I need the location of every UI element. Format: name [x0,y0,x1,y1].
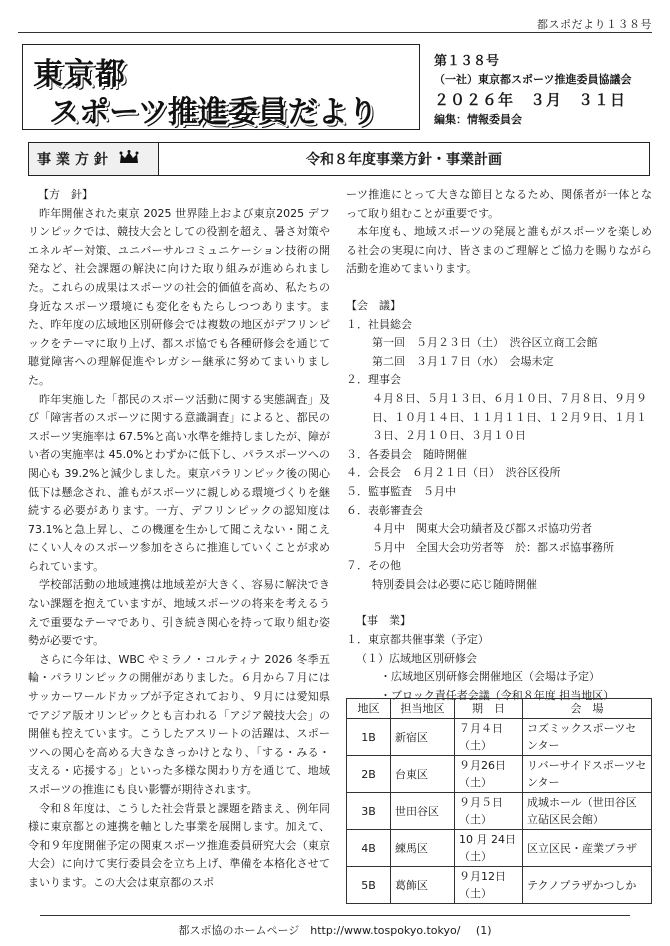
banner-title: 令和８年度事業方針・事業計画 [306,152,502,168]
text-line: 昨年実施した「都民のスポーツ活動に関する実態調査」及び「障害者のスポーツに関する意識調査」によると、都民のスポーツ実施率は 67.5%と高い水準を維持しましたが、障がい者の実施率は 45.0%とわずかに低下し、パラスポーツへの関心も 39.2%と減少しました。東京パラリンピック後の関心低下は懸念され、誰もがスポーツに親しめる環境づくりを継続する必要があります。一方、デフリンピックの認知度は 73.1%と急上昇し、この機運を生かして聞こえない・聞こえにくい人々のスポーツ参加をさらに推進していくことが求められています。 [28,392,330,573]
masthead [22,44,420,130]
text-line: ４．会長会 ６月２１日（日） 渋谷区役所 [346,466,561,480]
publisher-org: （一社）東京都スポーツ推進委員協議会 [434,73,632,86]
top-divider [18,32,652,33]
table-cell: ９月12日（土） [455,867,523,904]
spacer [346,594,652,612]
issue-number: 第１３８号 [434,54,500,69]
table-row [347,830,652,867]
spacer [346,279,652,297]
text-line: 第二回 ３月１７日（水） 会場未定 [372,354,554,368]
table-header-row [347,699,652,719]
table-cell: 葛飾区 [391,867,455,904]
text-line: １．東京都共催事業（予定） [346,633,489,647]
editor-credit: 編集：情報委員会 [434,113,522,126]
page-number: (1) [475,924,492,937]
table-cell: 1B [347,719,391,756]
text-line: ６．表彰審査会 [346,503,423,517]
text-line: 【事 業】 [356,614,411,628]
banner-label-box [29,143,159,175]
text-line: ５月中 全国大会功労者等 於：都スポ協事務所 [372,540,614,554]
issue-info [434,50,654,127]
issue-date: ２０２６年 ３月 ３１日 [434,91,627,109]
text-line: 特別委員会は必要に応じ随時開催 [372,577,537,591]
header-area: 担当地区 [391,699,455,719]
masthead-title-line1: 東京都 [33,57,126,92]
table-row [347,719,652,756]
text-line: 昨年開催された東京 2025 世界陸上および東京2025 デフリンピックでは、競技大会としての役割を超え、暑さ対策やエネルギー対策、ユニバーサルコミュニケーション技術の開発など、社会課題の解決に向けた取り組みが進められました。これらの成果はスポーツの社会的価値を高め、私たちの身近なスポーツ環境にも変化をもたらしつつあります。また、昨年度の広域地区別研修会では複数の地区がデフリンピックをテーマに取り上げ、都スポ協でも各種研修会を通じて聴覚障害への理解促進やレガシー継承に努めてまいりました。 [28,206,330,387]
table-row [347,867,652,904]
table-cell: 4B [347,830,391,867]
table-cell: テクノプラザかつしか [523,867,652,904]
table-cell: 新宿区 [391,719,455,756]
text-line: ４月中 関東大会功績者及び都スポ協功労者 [372,522,592,536]
text-line: ・ブロック責任者会議（令和８年度 担当地区） [380,688,615,702]
left-column [28,186,330,893]
table-row [347,793,652,830]
table-row [347,756,652,793]
text-line: ーツ推進にとって大きな節目となるため、関係者が一体となって取り組むことが重要です。 [346,188,652,220]
text-line: （１）広域地区別研修会 [356,651,477,665]
table-cell: 成城ホール（世田谷区立砧区民会館） [523,793,652,830]
text-line: １．社員総会 [346,317,412,331]
text-line: 【会 議】 [346,298,401,312]
section-banner [28,142,650,176]
masthead-title-line2: スポーツ推進委員だより [49,95,378,130]
text-line: 【方 針】 [38,188,93,201]
table-cell: ９月26日（土） [455,756,523,793]
header-venue: 会 場 [523,699,652,719]
text-line: ７．その他 [346,559,401,573]
table-cell: コズミックスポーツセンター [523,719,652,756]
table-cell: 練馬区 [391,830,455,867]
table-cell: 3B [347,793,391,830]
header-district: 地区 [347,699,391,719]
table-cell: ７月４日（土） [455,719,523,756]
table-cell: 区立区民・産業プラザ [523,830,652,867]
crown-icon [119,150,139,168]
text-line: ３．各委員会 随時開催 [346,447,467,461]
table-cell: 2B [347,756,391,793]
text-line: さらに今年は、WBC やミラノ・コルティナ 2026 冬季五輪・パラリンピックの開催がありました。６月から７月にはサッカーワールドカップが予定されており、９月には愛知県でアジア版オリンピックとも言われる「アジア競技大会」の開催も控えています。こうしたアスリートの活躍は、スポーツへの関心を高める大きなきっかけとなり、「する・みる・支える・応援する」といった多様な関わり方を通じて、地域スポーツの推進にも良い影響が期待されます。 [28,652,330,796]
table-cell: 台東区 [391,756,455,793]
text-line: 本年度も、地域スポーツの発展と誰もがスポーツを楽しめる社会の実現に向け、皆さまのご理解とご協力を賜りながら活動を進めてまいります。 [346,225,652,276]
footer [0,922,670,938]
issue-reference: 都スポだより１３８号 [537,18,652,31]
table-cell: 10 月 24日（土） [455,830,523,867]
banner-label: 事業方針 [37,152,113,168]
table-cell: 世田谷区 [391,793,455,830]
table-cell: 5B [347,867,391,904]
venue-table [346,698,652,904]
table-cell: リバーサイドスポーツセンター [523,756,652,793]
bottom-divider [40,915,630,916]
text-line: 学校部活動の地域連携は地域差が大きく、容易に解決できない課題を抱えていますが、地域スポーツの将来を考えるうえで重要なテーマであり、引き続き関心を持って取り組む姿勢が必要です。 [28,578,330,648]
header-date: 期 日 [455,699,523,719]
table-cell: ９月５日（土） [455,793,523,830]
text-line: ・広域地区別研修会開催地区（会場は予定） [380,670,600,684]
text-line: 第一回 ５月２３日（土） 渋谷区立商工会館 [372,336,598,350]
text-line: 令和８年度は、こうした社会背景と課題を踏まえ、例年同様に東京都との連携を軸とした事業を展開します。加えて、令和９年度開催予定の関東スポーツ推進委員研究大会（東京大会）に向けて実行委員会を立ち上げ、準備を本格化させてまいります。この大会は東京都のスポ [28,801,330,889]
text-line: ５．監事監査 ５月中 [346,484,456,498]
text-line: ２．理事会 [346,373,401,387]
right-column [346,186,652,705]
homepage-link[interactable]: 都スポ協のホームページ http://www.tospokyo.tokyo/ [178,924,461,937]
text-line: ４月８日、５月１３日、６月１０日、７月８日、９月９日、１０月１４日、１１月１１日、１２月９日、１月１３日、２月１０日、３月１０日 [372,391,647,443]
